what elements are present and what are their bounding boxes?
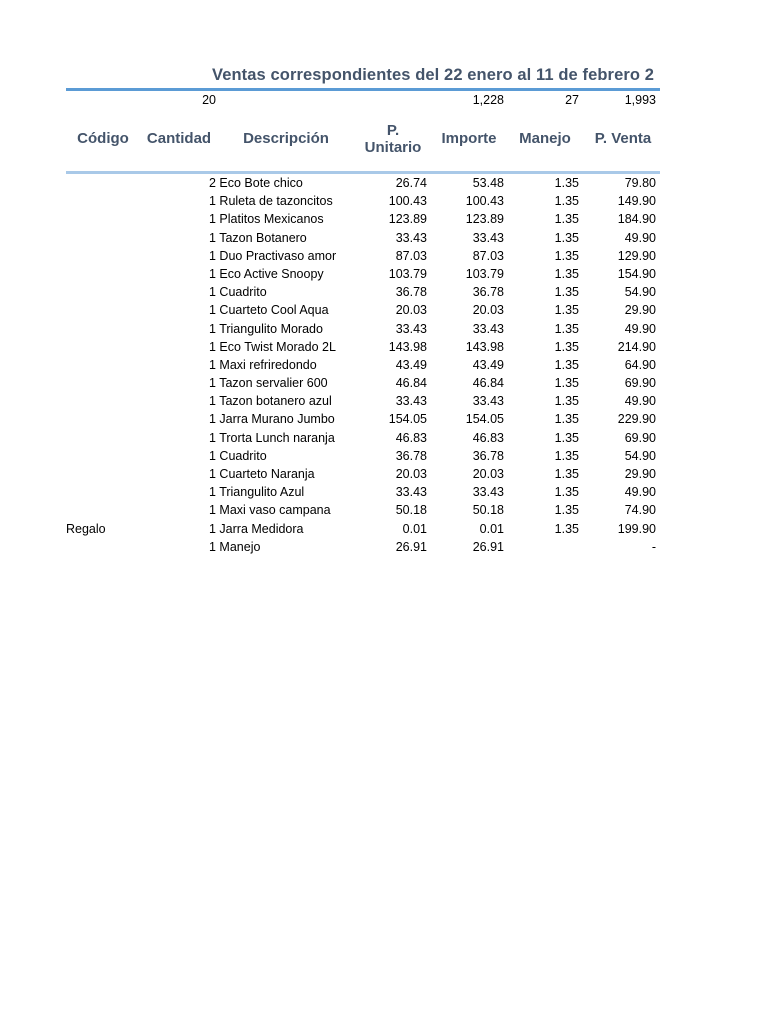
cell-unitario: 33.43 [395, 485, 427, 500]
total-importe: 1,228 [472, 93, 504, 107]
cell-venta: 69.90 [624, 430, 656, 445]
cell-manejo: 1.35 [554, 485, 579, 500]
table-row [0, 230, 768, 248]
cell-manejo: 1.35 [554, 230, 579, 245]
header-codigo: Código [77, 130, 129, 147]
cell-venta: 184.90 [617, 212, 656, 227]
cell-descripcion: 1 Maxi refriredondo [209, 357, 317, 372]
cell-manejo: 1.35 [554, 303, 579, 318]
cell-descripcion: 1 Jarra Medidora [209, 521, 304, 536]
cell-importe: 43.49 [472, 357, 504, 372]
table-row [0, 411, 768, 429]
cell-venta: 74.90 [624, 503, 656, 518]
cell-venta: 49.90 [624, 230, 656, 245]
cell-venta: 154.90 [617, 266, 656, 281]
cell-importe: 143.98 [465, 339, 504, 354]
table-row [0, 502, 768, 520]
cell-importe: 46.83 [472, 430, 504, 445]
cell-importe: 154.05 [465, 412, 504, 427]
cell-importe: 87.03 [472, 248, 504, 263]
cell-descripcion: 1 Tazon servalier 600 [209, 376, 328, 391]
cell-unitario: 33.43 [395, 321, 427, 336]
cell-venta: 229.90 [617, 412, 656, 427]
cell-manejo: 1.35 [554, 430, 579, 445]
header-unitario-line1: P. [386, 122, 400, 139]
table-row [0, 321, 768, 339]
cell-descripcion: 1 Platitos Mexicanos [209, 212, 324, 227]
cell-manejo: 1.35 [554, 467, 579, 481]
cell-unitario: 46.84 [395, 376, 427, 391]
cell-manejo: 1.35 [554, 248, 579, 263]
cell-manejo: 1.35 [554, 412, 579, 427]
cell-manejo: 1.35 [554, 394, 579, 409]
cell-venta: 54.90 [624, 448, 656, 463]
header-descripcion: Descripción [243, 130, 329, 147]
cell-descripcion: 2 Eco Bote chico [209, 176, 303, 190]
cell-descripcion: 1 Trorta Lunch naranja [209, 430, 335, 445]
cell-venta: 69.90 [624, 376, 656, 391]
table-row [0, 448, 768, 466]
cell-unitario: 20.03 [395, 303, 427, 318]
cell-descripcion: 1 Cuadrito [209, 448, 267, 463]
cell-manejo: 1.35 [554, 357, 579, 372]
cell-importe: 20.03 [472, 303, 504, 318]
cell-manejo: 1.35 [554, 285, 579, 300]
cell-venta: 29.90 [624, 467, 656, 481]
cell-descripcion: 1 Cuadrito [209, 285, 267, 300]
table-row [0, 284, 768, 302]
cell-importe: 50.18 [472, 503, 504, 518]
cell-importe: 123.89 [465, 212, 504, 227]
table-row [0, 248, 768, 266]
sheet-title: Ventas correspondientes del 22 enero al 11 de febrero 2 [212, 66, 655, 84]
table-row [0, 521, 768, 539]
cell-descripcion: 1 Cuarteto Cool Aqua [209, 303, 329, 318]
table-row [0, 430, 768, 448]
cell-importe: 33.43 [472, 230, 504, 245]
cell-manejo: 1.35 [554, 194, 579, 209]
cell-unitario: 26.74 [395, 176, 427, 190]
table-row [0, 375, 768, 393]
title-divider [66, 88, 660, 91]
cell-importe: 103.79 [465, 266, 504, 281]
cell-descripcion: 1 Ruleta de tazoncitos [209, 194, 333, 209]
cell-manejo: 1.35 [554, 266, 579, 281]
cell-manejo: 1.35 [554, 321, 579, 336]
cell-manejo: 1.35 [554, 339, 579, 354]
table-row [0, 266, 768, 284]
cell-unitario: 33.43 [395, 230, 427, 245]
table-row [0, 193, 768, 211]
cell-importe: 36.78 [472, 285, 504, 300]
table-row [0, 393, 768, 411]
cell-manejo: 1.35 [554, 448, 579, 463]
cell-importe: 46.84 [472, 376, 504, 391]
header-importe: Importe [441, 130, 497, 147]
cell-unitario: 123.89 [388, 212, 427, 227]
cell-unitario: 20.03 [395, 467, 427, 481]
table-row [0, 211, 768, 229]
cell-manejo: 1.35 [554, 521, 579, 536]
cell-venta: 79.80 [624, 176, 656, 190]
cell-descripcion: 1 Eco Twist Morado 2L [209, 339, 336, 354]
cell-unitario: 33.43 [395, 394, 427, 409]
cell-importe: 33.43 [472, 485, 504, 500]
header-divider [66, 171, 660, 174]
cell-venta: 64.90 [624, 357, 656, 372]
cell-importe: 33.43 [472, 321, 504, 336]
cell-venta: 49.90 [624, 321, 656, 336]
cell-descripcion: 1 Cuarteto Naranja [209, 467, 315, 481]
cell-unitario: 143.98 [388, 339, 427, 354]
cell-descripcion: 1 Maxi vaso campana [209, 503, 331, 518]
header-venta: P. Venta [594, 130, 652, 147]
cell-codigo: Regalo [66, 521, 106, 536]
cell-venta: 199.90 [617, 521, 656, 536]
cell-importe: 33.43 [472, 394, 504, 409]
header-manejo: Manejo [519, 130, 571, 147]
cell-manejo: 1.35 [554, 176, 579, 190]
cell-descripcion: 1 Eco Active Snoopy [209, 266, 324, 281]
cell-importe: 53.48 [472, 176, 504, 190]
cell-venta: 149.90 [617, 194, 656, 209]
cell-venta: 29.90 [624, 303, 656, 318]
cell-unitario: 26.91 [395, 539, 427, 554]
cell-unitario: 87.03 [395, 248, 427, 263]
cell-unitario: 36.78 [395, 448, 427, 463]
cell-unitario: 154.05 [388, 412, 427, 427]
total-manejo: 27 [565, 93, 579, 107]
cell-unitario: 100.43 [388, 194, 427, 209]
cell-importe: 26.91 [472, 539, 504, 554]
total-cantidad: 20 [202, 93, 216, 107]
table-row [0, 339, 768, 357]
cell-manejo: 1.35 [554, 212, 579, 227]
cell-unitario: 50.18 [395, 503, 427, 518]
sales-table-body [0, 175, 768, 557]
table-row [0, 175, 768, 193]
table-row [0, 357, 768, 375]
cell-manejo: 1.35 [554, 503, 579, 518]
cell-unitario: 0.01 [402, 521, 427, 536]
header-cantidad: Cantidad [146, 130, 212, 147]
cell-descripcion: 1 Manejo [209, 539, 261, 554]
cell-descripcion: 1 Tazon botanero azul [209, 394, 332, 409]
table-row [0, 539, 768, 557]
cell-importe: 0.01 [479, 521, 504, 536]
cell-descripcion: 1 Tazon Botanero [209, 230, 307, 245]
cell-venta: 54.90 [624, 285, 656, 300]
cell-venta: 129.90 [617, 248, 656, 263]
header-unitario-line2: Unitario [364, 139, 422, 156]
cell-manejo: 1.35 [554, 376, 579, 391]
cell-unitario: 36.78 [395, 285, 427, 300]
cell-descripcion: 1 Triangulito Azul [209, 485, 305, 500]
table-row [0, 466, 768, 484]
total-venta: 1,993 [624, 93, 656, 107]
cell-venta: 49.90 [624, 485, 656, 500]
table-row [0, 302, 768, 320]
cell-unitario: 43.49 [395, 357, 427, 372]
cell-descripcion: 1 Jarra Murano Jumbo [209, 412, 335, 427]
table-row [0, 484, 768, 502]
cell-venta: 214.90 [617, 339, 656, 354]
cell-unitario: 103.79 [388, 266, 427, 281]
cell-importe: 100.43 [465, 194, 504, 209]
cell-descripcion: 1 Duo Practivaso amor [209, 248, 337, 263]
cell-importe: 36.78 [472, 448, 504, 463]
cell-unitario: 46.83 [395, 430, 427, 445]
cell-importe: 20.03 [472, 467, 504, 481]
cell-venta: 49.90 [624, 394, 656, 409]
cell-descripcion: 1 Triangulito Morado [209, 321, 323, 336]
cell-venta: - [651, 539, 656, 554]
